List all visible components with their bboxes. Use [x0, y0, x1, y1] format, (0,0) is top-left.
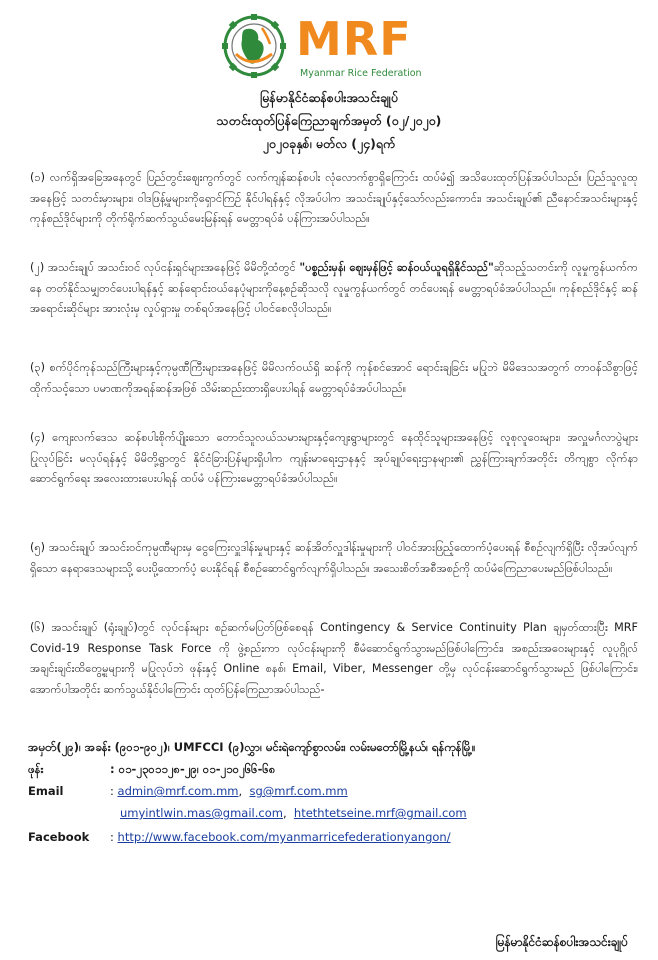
- paragraph-3: (၃) စက်ပိုင်ကုန်သည်ကြီးများနှင့်ကုမ္ပဏီကြီးများအနေဖြင့် မိမိလက်ဝယ်ရှိ ဆန်ကို ကုန်စင်အောင် ရောင်းချခြင်း မပြုဘဲ မိမိဒေသအတွက် တာဝန်သိစွာဖြင့် ထိုက်သင့်သော ပမာဏကိုအရန်ဆန်အဖြစ် သိမ်းဆည်းထားရှိပေးပါရန် မေတ္တာရပ်ခံအပ်ပါသည်။: [30, 361, 638, 395]
- email-link-sg[interactable]: sg@mrf.com.mm: [249, 784, 348, 798]
- logo-subtitle: Myanmar Rice Federation: [300, 68, 422, 79]
- contact-address: [28, 740, 648, 757]
- contact-email-row-2: [28, 806, 648, 824]
- email-label: Email: [28, 784, 64, 798]
- paragraph-1: (၁) လက်ရှိအခြေအနေတွင် ပြည်တွင်းဈေးကွက်တွင် လက်ကျန်ဆန်စပါး လုံလောက်စွာရှိကြောင်း ထပ်မံ၍ အသိပေးထုတ်ပြန်အပ်ပါသည်။ ပြည်သူလူထုအနေဖြင့် သတင်းမှားများ၊ ဝါဒဖြန့်မှုများကိုရှောင်ကြဉ် နိုင်ပါရန်နှင့် လိုအပ်ပါက အသင်းချုပ်နှင့်သော်လည်းကောင်း၊ အသင်းချုပ်၏ ညီနောင်အသင်းများနှင့် ကုန်စည်ဒိုင်များကို တိုက်ရိုက်ဆက်သွယ်မေးမြန်းရန် မေတ္တာရပ်ခံ ပန်ကြားအပ်ပါသည်။: [30, 171, 638, 225]
- paragraph-2-pre: (၂) အသင်းချုပ် အသင်းဝင် လုပ်ငန်းရှင်များအနေဖြင့် မိမိတို့ထံတွင်: [30, 261, 300, 274]
- contact-email-row: [28, 784, 648, 802]
- phone-label: ဖုန်း: [28, 762, 44, 776]
- phone-value: : ၀၁-၂၃၀၁၁၂၈-၂၉၊ ၀၁-၂၁၀၂၆၆-၆၈: [110, 762, 276, 776]
- facebook-link[interactable]: http://www.facebook.com/myanmarricefederationyangon/: [117, 830, 451, 844]
- email-link-htethtetseine[interactable]: htethtetseine.mrf@gmail.com: [293, 806, 467, 820]
- signature-org-name: မြန်မာနိုင်ငံဆန်စပါးအသင်းချုပ်: [495, 935, 628, 949]
- mrf-emblem-icon: [222, 14, 286, 78]
- press-release-title: သတင်းထုတ်ပြန်ကြေညာချက်အမှတ် (၀၂/၂၀၂၀): [216, 113, 442, 128]
- paragraph-2-post: ဆိုသည့်သတင်းကို လူမှုကွန်ယက်ကနေ တတ်နိုင်သမျှတင်ပေးပါရန်နှင့် ဆန်ရောင်းဝယ်နေပုံများကိုနေ့စဉ်ဆိုသလို လူမှုကွန်ယက်တွင် တင်ပေးရန် မေတ္တာရပ်ခံအပ်ပါသည်။ ကုန်စည်ဒိုင်နှင့် ဆန်အရောင်းဆိုင်များ အားလုံးမှ လှုပ်ရှားမှု တစ်ရပ်အနေဖြင့် ပါဝင်စေလိုပါသည်။: [30, 261, 638, 315]
- org-name-heading: မြန်မာနိုင်ငံဆန်စပါးအသင်းချုပ်: [260, 90, 398, 105]
- contact-phone-row: [28, 762, 648, 780]
- paragraph-2: [30, 258, 638, 320]
- paragraph-6: (၆) အသင်းချုပ် (ရုံးချုပ်)တွင် လုပ်ငန်းများ စဉ်ဆက်မပြတ်ဖြစ်စေရန် Contingency & Service Continuity Plan ချမှတ်ထားပြီး MRF Covid-19 Response Task Force ကို ဖွဲ့စည်းကာ လုပ်ငန်းများကို စီမံဆောင်ရွက်သွားမည်ဖြစ်ပါကြောင်း၊ အစည်းအဝေးများနှင့် လူပုဂ္ဂိုလ်အချင်းချင်းထိတွေ့မှုများကို မပြုလုပ်ဘဲ ဖုန်းနှင့် Online စနစ်၊ Email, Viber, Messenger တို့မှ လုပ်ငန်းဆောင်ရွက်သွားမည် ဖြစ်ပါကြောင်း၊ အောက်ပါအတိုင်း ဆက်သွယ်နိုင်ပါကြောင်း ထုတ်ပြန်ကြေညာအပ်ပါသည်-: [30, 621, 638, 696]
- press-release-date: ၂၀၂၀ခုနှစ်၊ မတ်လ (၂၄)ရက်: [262, 136, 396, 151]
- logo-wordmark: MRF: [296, 12, 412, 66]
- email-link-admin[interactable]: admin@mrf.com.mm: [117, 784, 239, 798]
- paragraph-2-bold-quote: "ပစ္စည်းမှန်၊ ဈေးမှန်ဖြင့် ဆန်ဝယ်ယူရရှိနိုင်သည်": [299, 261, 494, 274]
- email-link-umyintlwin[interactable]: umyintlwin.mas@gmail.com: [120, 806, 283, 820]
- paragraph-4: (၄) ကျေးလက်ဒေသ ဆန်စပါးစိုက်ပျိုးသော တောင်သူလယ်သမားများနှင့်ကျေးရွာများတွင် နေထိုင်သူများအနေဖြင့် လူစုလူဝေးများ၊ အလှူမင်္ဂလာပွဲများ ပြုလုပ်ခြင်း မလုပ်ရန်နှင့် မိမိတို့ရွာတွင် နိုင်ငံခြားပြန်များရှိပါက ကျန်းမာရေးဌာနနှင့် အုပ်ချုပ်ရေးဌာနများ၏ ညွှန်ကြားချက်အတိုင်း တိကျစွာ လိုက်နာ ဆောင်ရွက်ရေး အလေးထားပေးပါရန် ထပ်မံ ပန်ကြားမေတ္တာရပ်ခံအပ်ပါသည်။: [30, 431, 638, 485]
- email-values-line2: umyintlwin.mas@gmail.com, htethtetseine.mrf@gmail.com: [120, 806, 467, 820]
- address-text: အမှတ်(၂၉)၊ အခန်း (၉၀၁-၉၀၂)၊ UMFCCI (၉)လွှာ၊ မင်းရဲကျော်စွာလမ်း၊ လမ်းမတော်မြို့နယ်၊ ရန်ကုန်မြို့။: [28, 740, 476, 754]
- paragraph-5: (၅) အသင်းချုပ် အသင်းဝင်ကုမ္ပဏီများမှ ငွေကြေးလှူဒါန်းမှုများနှင့် ဆန်အိတ်လှူဒါန်းမှုများကို ပါဝင်အားဖြည့်ထောက်ပံ့ပေးရန် စီစဉ်လျက်ရှိပြီး လိုအပ်လျက်ရှိသော နေရာဒေသများသို့ ပေးပို့ထောက်ပံ့ ပေးနိုင်ရန် စီစဉ်ဆောင်ရွက်လျက်ရှိပါသည်။ အသေးစိတ်အစီအစဉ်ကို ထပ်မံကြေညာပေးမည်ဖြစ်ပါသည်။: [30, 541, 638, 575]
- contact-facebook-row: [28, 830, 648, 848]
- facebook-label: Facebook: [28, 830, 90, 844]
- facebook-values: : http://www.facebook.com/myanmarricefederationyangon/: [110, 830, 451, 844]
- email-values-line1: : admin@mrf.com.mm, sg@mrf.com.mm: [110, 784, 348, 798]
- mrf-logo: [0, 10, 658, 82]
